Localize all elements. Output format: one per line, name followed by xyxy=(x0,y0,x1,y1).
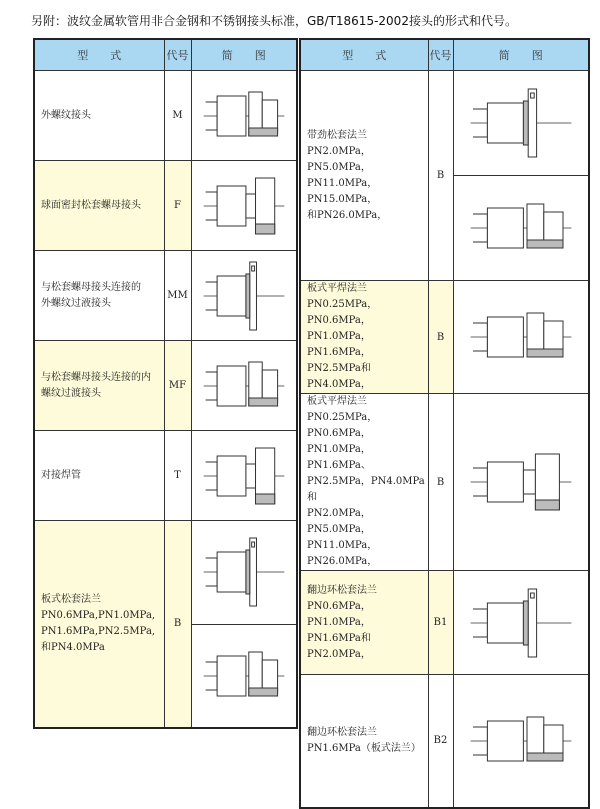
code-cell: B xyxy=(428,281,453,394)
code-cell: M xyxy=(164,71,191,161)
type-line: PN2.0MPa，PN5.0MPa， xyxy=(307,508,371,535)
header-diagram: 简 图 xyxy=(453,39,589,71)
diagram-cell xyxy=(453,71,589,176)
type-line: 和PN26.0MPa， xyxy=(307,209,388,221)
diagram-cell xyxy=(453,176,589,281)
fitting-diagram xyxy=(196,346,292,426)
table-row xyxy=(34,161,297,251)
code-cell: F xyxy=(164,161,191,251)
type-line: PN0.25MPa，PN0.6MPa， xyxy=(307,412,378,439)
diagram-cell xyxy=(191,251,297,341)
type-line: 与松套螺母接头连接的内 xyxy=(41,371,151,383)
header-type: 型 式 xyxy=(34,39,164,71)
type-cell xyxy=(34,431,164,521)
type-line: 对接焊管 xyxy=(41,469,81,481)
type-line: PN2.0MPa，PN5.0MPa， xyxy=(307,145,371,173)
diagram-cell xyxy=(453,281,589,394)
type-line: 螺纹过渡接头 xyxy=(41,387,101,399)
type-cell xyxy=(300,571,428,675)
fitting-diagram xyxy=(196,636,292,716)
diagram-cell xyxy=(191,341,297,431)
table-row xyxy=(300,571,589,675)
fitting-diagram xyxy=(461,297,581,377)
header-type: 型 式 xyxy=(300,39,428,71)
type-line: 带劲松套法兰 xyxy=(307,129,367,141)
type-line: 翻边环松套法兰 xyxy=(307,726,377,738)
diagram-cell xyxy=(191,161,297,251)
type-cell xyxy=(34,161,164,251)
type-line: PN1.0MPa，PN1.6MPa， xyxy=(307,331,371,358)
fitting-diagram xyxy=(461,188,581,268)
type-line: PN1.0MPa，PN1.6MPa、 xyxy=(307,444,371,471)
type-line: 板式平焊法兰 xyxy=(307,396,367,407)
type-line: PN11.0MPa，PN26.0MPa， xyxy=(307,540,378,567)
type-line: 球面密封松套螺母接头 xyxy=(41,199,141,211)
code-cell: MM xyxy=(164,251,191,341)
type-line: PN2.5MPa，PN4.0MPa和 xyxy=(307,476,425,503)
type-cell xyxy=(34,71,164,161)
fitting-diagram xyxy=(461,442,581,522)
type-line: 板式平焊法兰 xyxy=(307,283,367,294)
table-row xyxy=(300,675,589,808)
type-cell xyxy=(300,71,428,281)
type-line: PN11.0MPa，PN15.0MPa， xyxy=(307,177,378,205)
table-row xyxy=(34,71,297,161)
diagram-cell xyxy=(453,394,589,571)
code-cell: B xyxy=(428,394,453,571)
code-cell: MF xyxy=(164,341,191,431)
table-row xyxy=(300,394,589,571)
code-cell: B2 xyxy=(428,675,453,808)
type-cell xyxy=(300,394,428,571)
type-line: PN0.25MPa，PN0.6MPa， xyxy=(307,299,378,326)
fitting-diagram xyxy=(196,256,292,336)
code-cell: B1 xyxy=(428,571,453,675)
type-line: PN1.6MPa,PN2.5MPa, xyxy=(41,625,156,637)
table-row xyxy=(34,431,297,521)
diagram-cell xyxy=(453,675,589,808)
type-line: 外螺纹过液接头 xyxy=(41,297,111,309)
table-row xyxy=(34,521,297,625)
type-line: PN0.6MPa,PN1.0MPa, xyxy=(41,609,156,621)
table-row xyxy=(34,341,297,431)
header-diagram: 简 图 xyxy=(191,39,297,71)
right-table xyxy=(299,38,590,809)
type-line: 板式松套法兰 xyxy=(41,593,101,605)
type-line: 翻边环松套法兰 xyxy=(307,584,377,596)
fitting-diagram xyxy=(196,436,292,516)
table-row xyxy=(300,281,589,394)
table-row xyxy=(300,71,589,176)
fitting-diagram xyxy=(461,583,581,663)
type-line: 和PN4.0MPa xyxy=(41,641,105,653)
fitting-diagram xyxy=(196,532,292,612)
fitting-diagram xyxy=(196,76,292,156)
diagram-cell xyxy=(191,624,297,728)
type-cell xyxy=(300,675,428,808)
type-cell xyxy=(300,281,428,394)
type-cell xyxy=(34,251,164,341)
header-code: 代号 xyxy=(164,39,191,71)
type-line: PN0.6MPa，PN1.0MPa， xyxy=(307,600,371,628)
page-title: 另附：波纹金属软管用非合金钢和不锈钢接头标准，GB/T18615-2002接头的形式和代号。 xyxy=(31,14,517,28)
diagram-cell xyxy=(191,431,297,521)
type-line: 与松套螺母接头连接的 xyxy=(41,281,141,293)
code-cell: B xyxy=(428,71,453,281)
table-row xyxy=(34,251,297,341)
code-cell: B xyxy=(164,521,191,728)
diagram-cell xyxy=(191,521,297,625)
left-table xyxy=(33,38,298,729)
type-line: PN2.5MPa和PN4.0MPa， xyxy=(307,363,371,390)
type-cell xyxy=(34,341,164,431)
fitting-diagram xyxy=(196,166,292,246)
diagram-cell xyxy=(191,71,297,161)
header-code: 代号 xyxy=(428,39,453,71)
fitting-diagram xyxy=(461,83,581,163)
type-line: PN1.6MPa和PN2.0MPa， xyxy=(307,632,371,660)
code-cell: T xyxy=(164,431,191,521)
diagram-cell xyxy=(453,571,589,675)
fitting-diagram xyxy=(461,701,581,781)
type-line: 外螺纹接头 xyxy=(41,109,91,121)
type-line: PN1.6MPa（板式法兰） xyxy=(307,742,421,754)
type-cell xyxy=(34,521,164,728)
